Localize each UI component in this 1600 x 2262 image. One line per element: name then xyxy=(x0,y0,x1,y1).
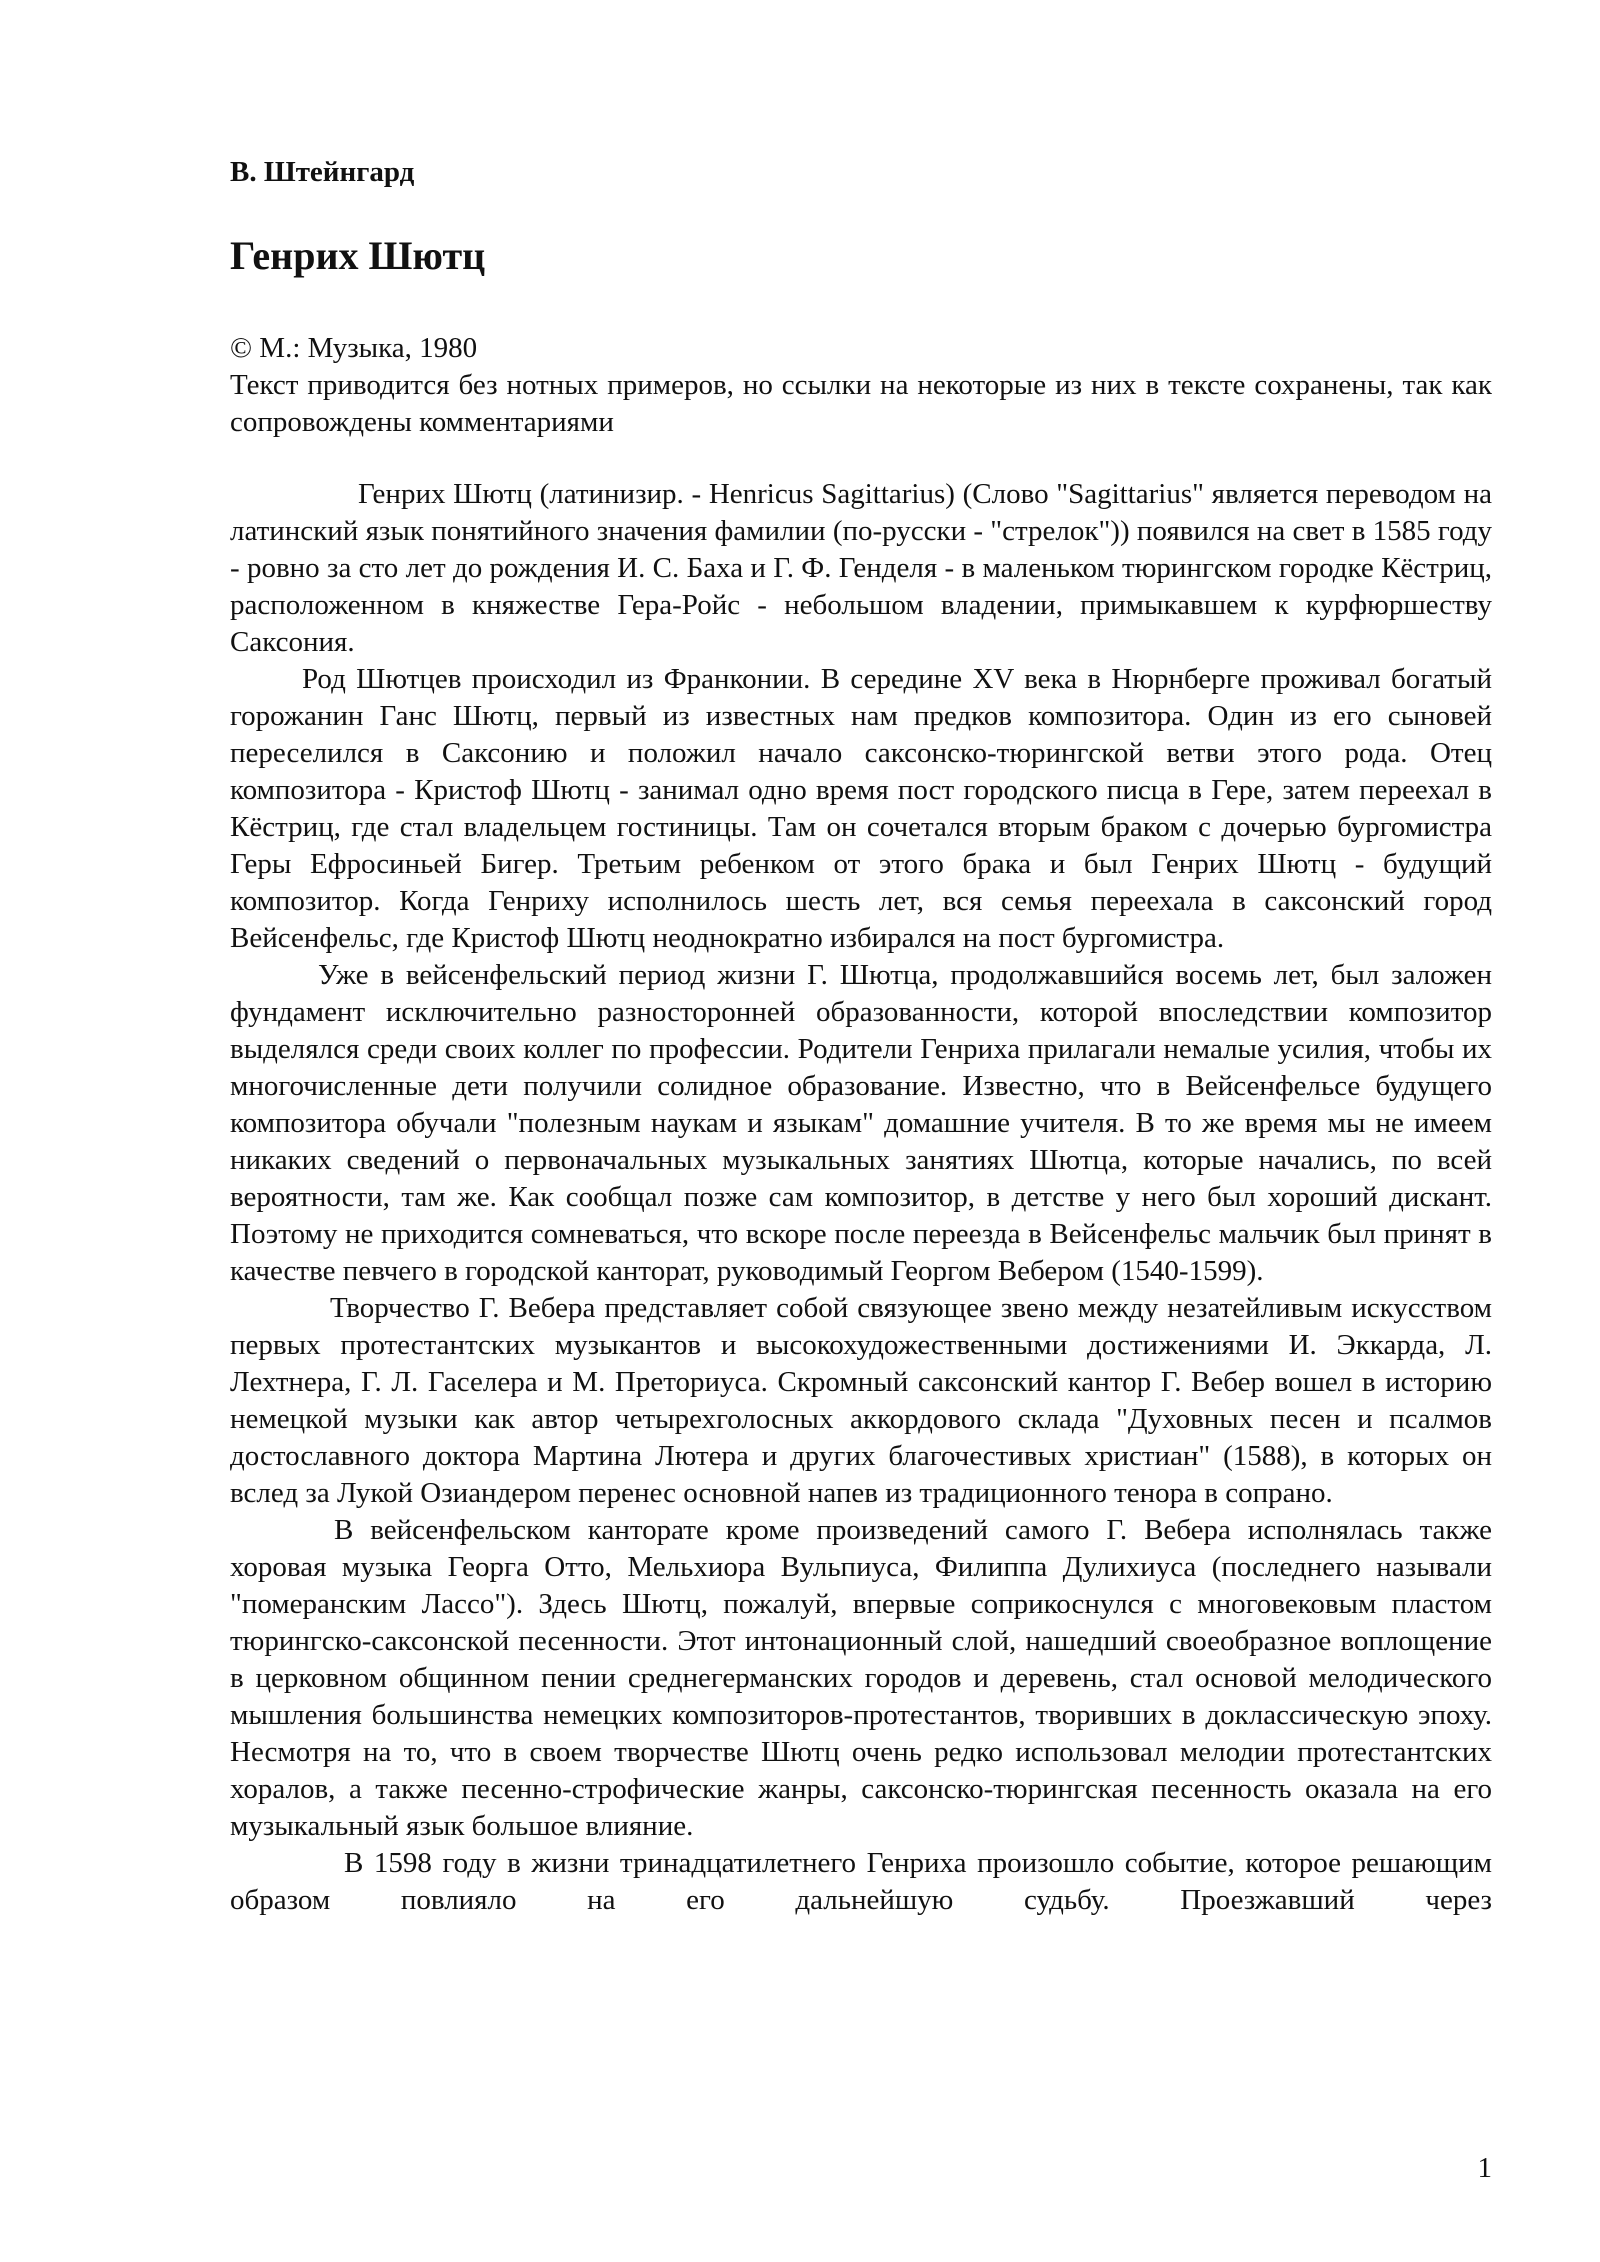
article-body xyxy=(230,476,1492,1919)
paragraph: Творчество Г. Вебера представляет собой связующее звено между незатейливым искусством первых протестантских музыкантов и высокохудожественными достижениями И. Эккарда, Л. Лехтнера, Г. Л. Гаселера и М. Преториуса. Скромный саксонский кантор Г. Вебер вошел в историю немецкой музыки как автор четырехголосных аккордового склада "Духовных песен и псалмов достославного доктора Мартина Лютера и других благочестивых христиан" (1588), в которых он вслед за Лукой Озиандером перенес основной напев из традиционного тенора в сопрано. xyxy=(230,1292,1492,1509)
paragraph: В вейсенфельском канторате кроме произведений самого Г. Вебера исполнялась также хоровая музыка Георга Отто, Мельхиора Вульпиуса, Филиппа Дулихиуса (последнего называли "померанским Лассо"). Здесь Шютц, пожалуй, впервые соприкоснулся с многовековым пластом тюрингско-саксонской песенности. Этот интонационный слой, нашедший своеобразное воплощение в церковном общинном пении среднегерманских городов и деревень, стал основой мелодического мышления большинства немецких композиторов-протестантов, творивших в доклассическую эпоху. Несмотря на то, что в своем творчестве Шютц очень редко использовал мелодии протестантских хоралов, а также песенно-строфические жанры, саксонско-тюрингская песенность оказала на его музыкальный язык большое влияние. xyxy=(230,1514,1492,1842)
page-number: 1 xyxy=(1477,2152,1492,2184)
copyright-line: © М.: Музыка, 1980 xyxy=(230,332,478,364)
publication-info xyxy=(230,330,1492,441)
editorial-note: Текст приводится без нотных примеров, но ссылки на некоторые из них в тексте сохранены, так как сопровождены комментариями xyxy=(230,369,1492,438)
document-title: Генрих Шютц xyxy=(230,233,486,278)
paragraph: Уже в вейсенфельский период жизни Г. Шютца, продолжавшийся восемь лет, был заложен фундамент исключительно разносторонней образованности, которой впоследствии композитор выделялся среди своих коллег по профессии. Родители Генриха прилагали немалые усилия, чтобы их многочисленные дети получили солидное образование. Известно, что в Вейсенфельсе будущего композитора обучали "полезным наукам и языкам" домашние учителя. В то же время мы не имеем никаких сведений о первоначальных музыкальных занятиях Шютца, которые начались, по всей вероятности, там же. Как сообщал позже сам композитор, в детстве у него был хороший дискант. Поэтому не приходится сомневаться, что вскоре после переезда в Вейсенфельс мальчик был принят в качестве певчего в городской канторат, руководимый Георгом Вебером (1540-1599). xyxy=(230,959,1492,1287)
paragraph: В 1598 году в жизни тринадцатилетнего Генриха произошло событие, которое решающим образом повлияло на его дальнейшую судьбу. Проезжавший через xyxy=(230,1847,1492,1916)
paragraph: Генрих Шютц (латинизир. - Henricus Sagittarius) (Слово "Sagittarius" является переводом на латинский язык понятийного значения фамилии (по-русски - "стрелок")) появился на свет в 1585 году - ровно за сто лет до рождения И. С. Баха и Г. Ф. Генделя - в маленьком тюрингском городке Кёстриц, расположенном в княжестве Гера-Ройс - небольшом владении, примыкавшем к курфюршеству Саксония. xyxy=(230,478,1492,658)
paragraph: Род Шютцев происходил из Франконии. В середине XV века в Нюрнберге проживал богатый горожанин Ганс Шютц, первый из известных нам предков композитора. Один из его сыновей переселился в Саксонию и положил начало саксонско-тюрингской ветви этого рода. Отец композитора - Кристоф Шютц - занимал одно время пост городского писца в Гере, затем переехал в Кёстриц, где стал владельцем гостиницы. Там он сочетался вторым браком с дочерью бургомистра Геры Ефросиньей Бигер. Третьим ребенком от этого брака и был Генрих Шютц - будущий композитор. Когда Генриху исполнилось шесть лет, вся семья переехала в саксонский город Вейсенфельс, где Кристоф Шютц неоднократно избирался на пост бургомистра. xyxy=(230,663,1492,954)
author-name: В. Штейнгард xyxy=(230,156,415,188)
